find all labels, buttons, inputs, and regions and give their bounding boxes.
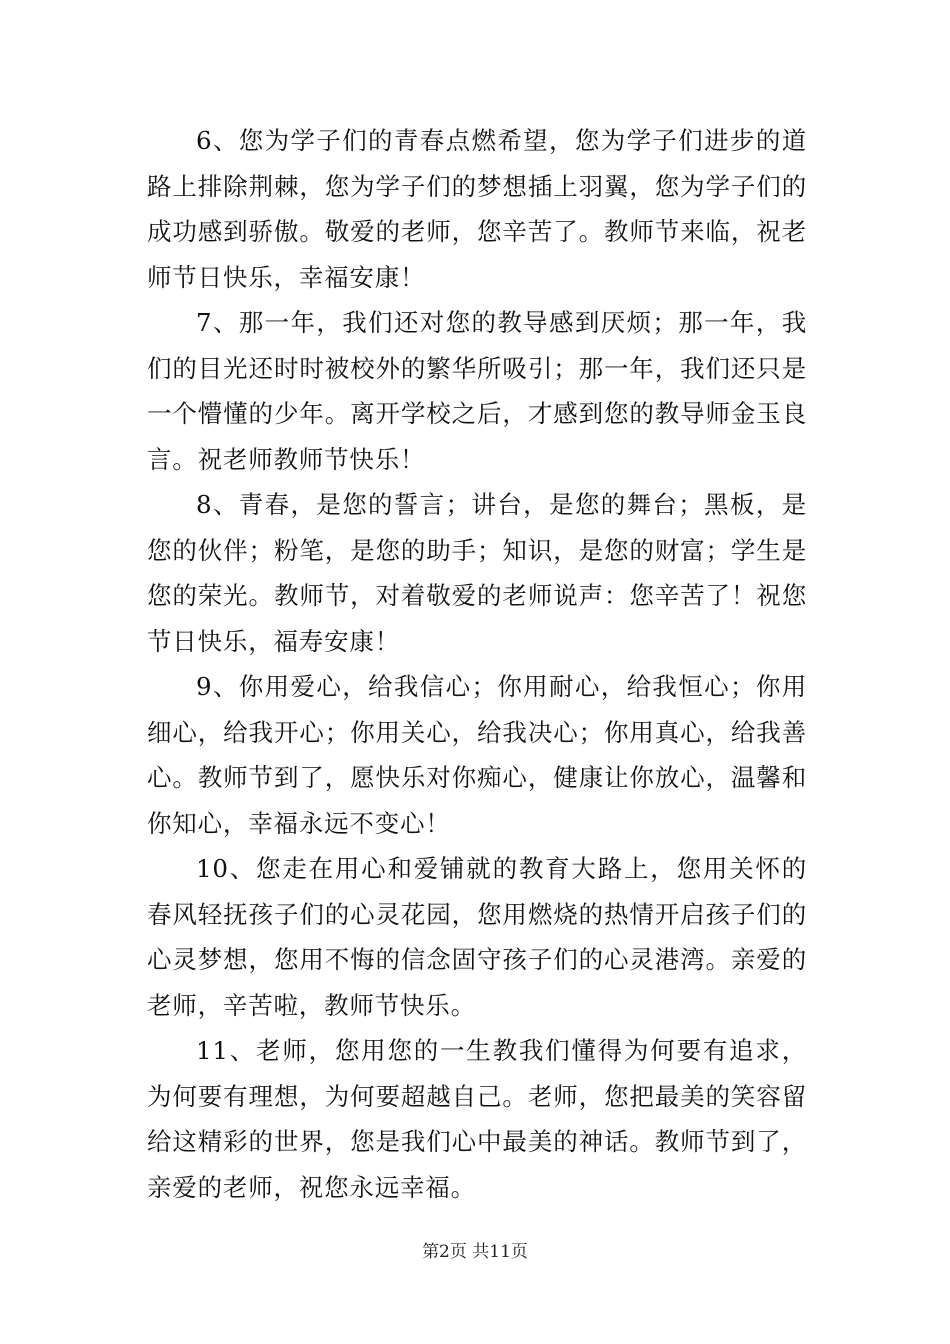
- paragraph-6: 6、您为学子们的青春点燃希望，您为学子们进步的道路上排除荆棘，您为学子们的梦想插上羽翼，您为学子们的成功感到骄傲。敬爱的老师，您辛苦了。教师节来临，祝老师节日快乐，幸福安康！: [147, 126, 807, 292]
- paragraph-10: 10、您走在用心和爱铺就的教育大路上，您用关怀的春风轻抚孩子们的心灵花园，您用燃烧的热情开启孩子们的心灵梦想，您用不悔的信念固守孩子们的心灵港湾。亲爱的老师，辛苦啦，教师节快乐。: [147, 854, 807, 1020]
- paragraph-11: 11、老师，您用您的一生教我们懂得为何要有追求，为何要有理想，为何要超越自己。老师，您把最美的笑容留给这精彩的世界，您是我们心中最美的神话。教师节到了，亲爱的老师，祝您永远幸福。: [147, 1036, 807, 1202]
- page-footer: 第2页 共11页: [422, 1242, 528, 1262]
- document-body: [147, 118, 807, 1210]
- paragraph-9: 9、你用爱心，给我信心；你用耐心，给我恒心；你用细心，给我开心；你用关心，给我决心；你用真心，给我善心。教师节到了，愿快乐对你痴心，健康让你放心，温馨和你知心，幸福永远不变心！: [147, 672, 807, 838]
- paragraph-8: 8、青春，是您的誓言；讲台，是您的舞台；黑板，是您的伙伴；粉笔，是您的助手；知识，是您的财富；学生是您的荣光。教师节，对着敬爱的老师说声：您辛苦了！祝您节日快乐，福寿安康！: [147, 490, 807, 656]
- paragraph-7: 7、那一年，我们还对您的教导感到厌烦；那一年，我们的目光还时时被校外的繁华所吸引；那一年，我们还只是一个懵懂的少年。离开学校之后，才感到您的教导师金玉良言。祝老师教师节快乐！: [147, 308, 807, 474]
